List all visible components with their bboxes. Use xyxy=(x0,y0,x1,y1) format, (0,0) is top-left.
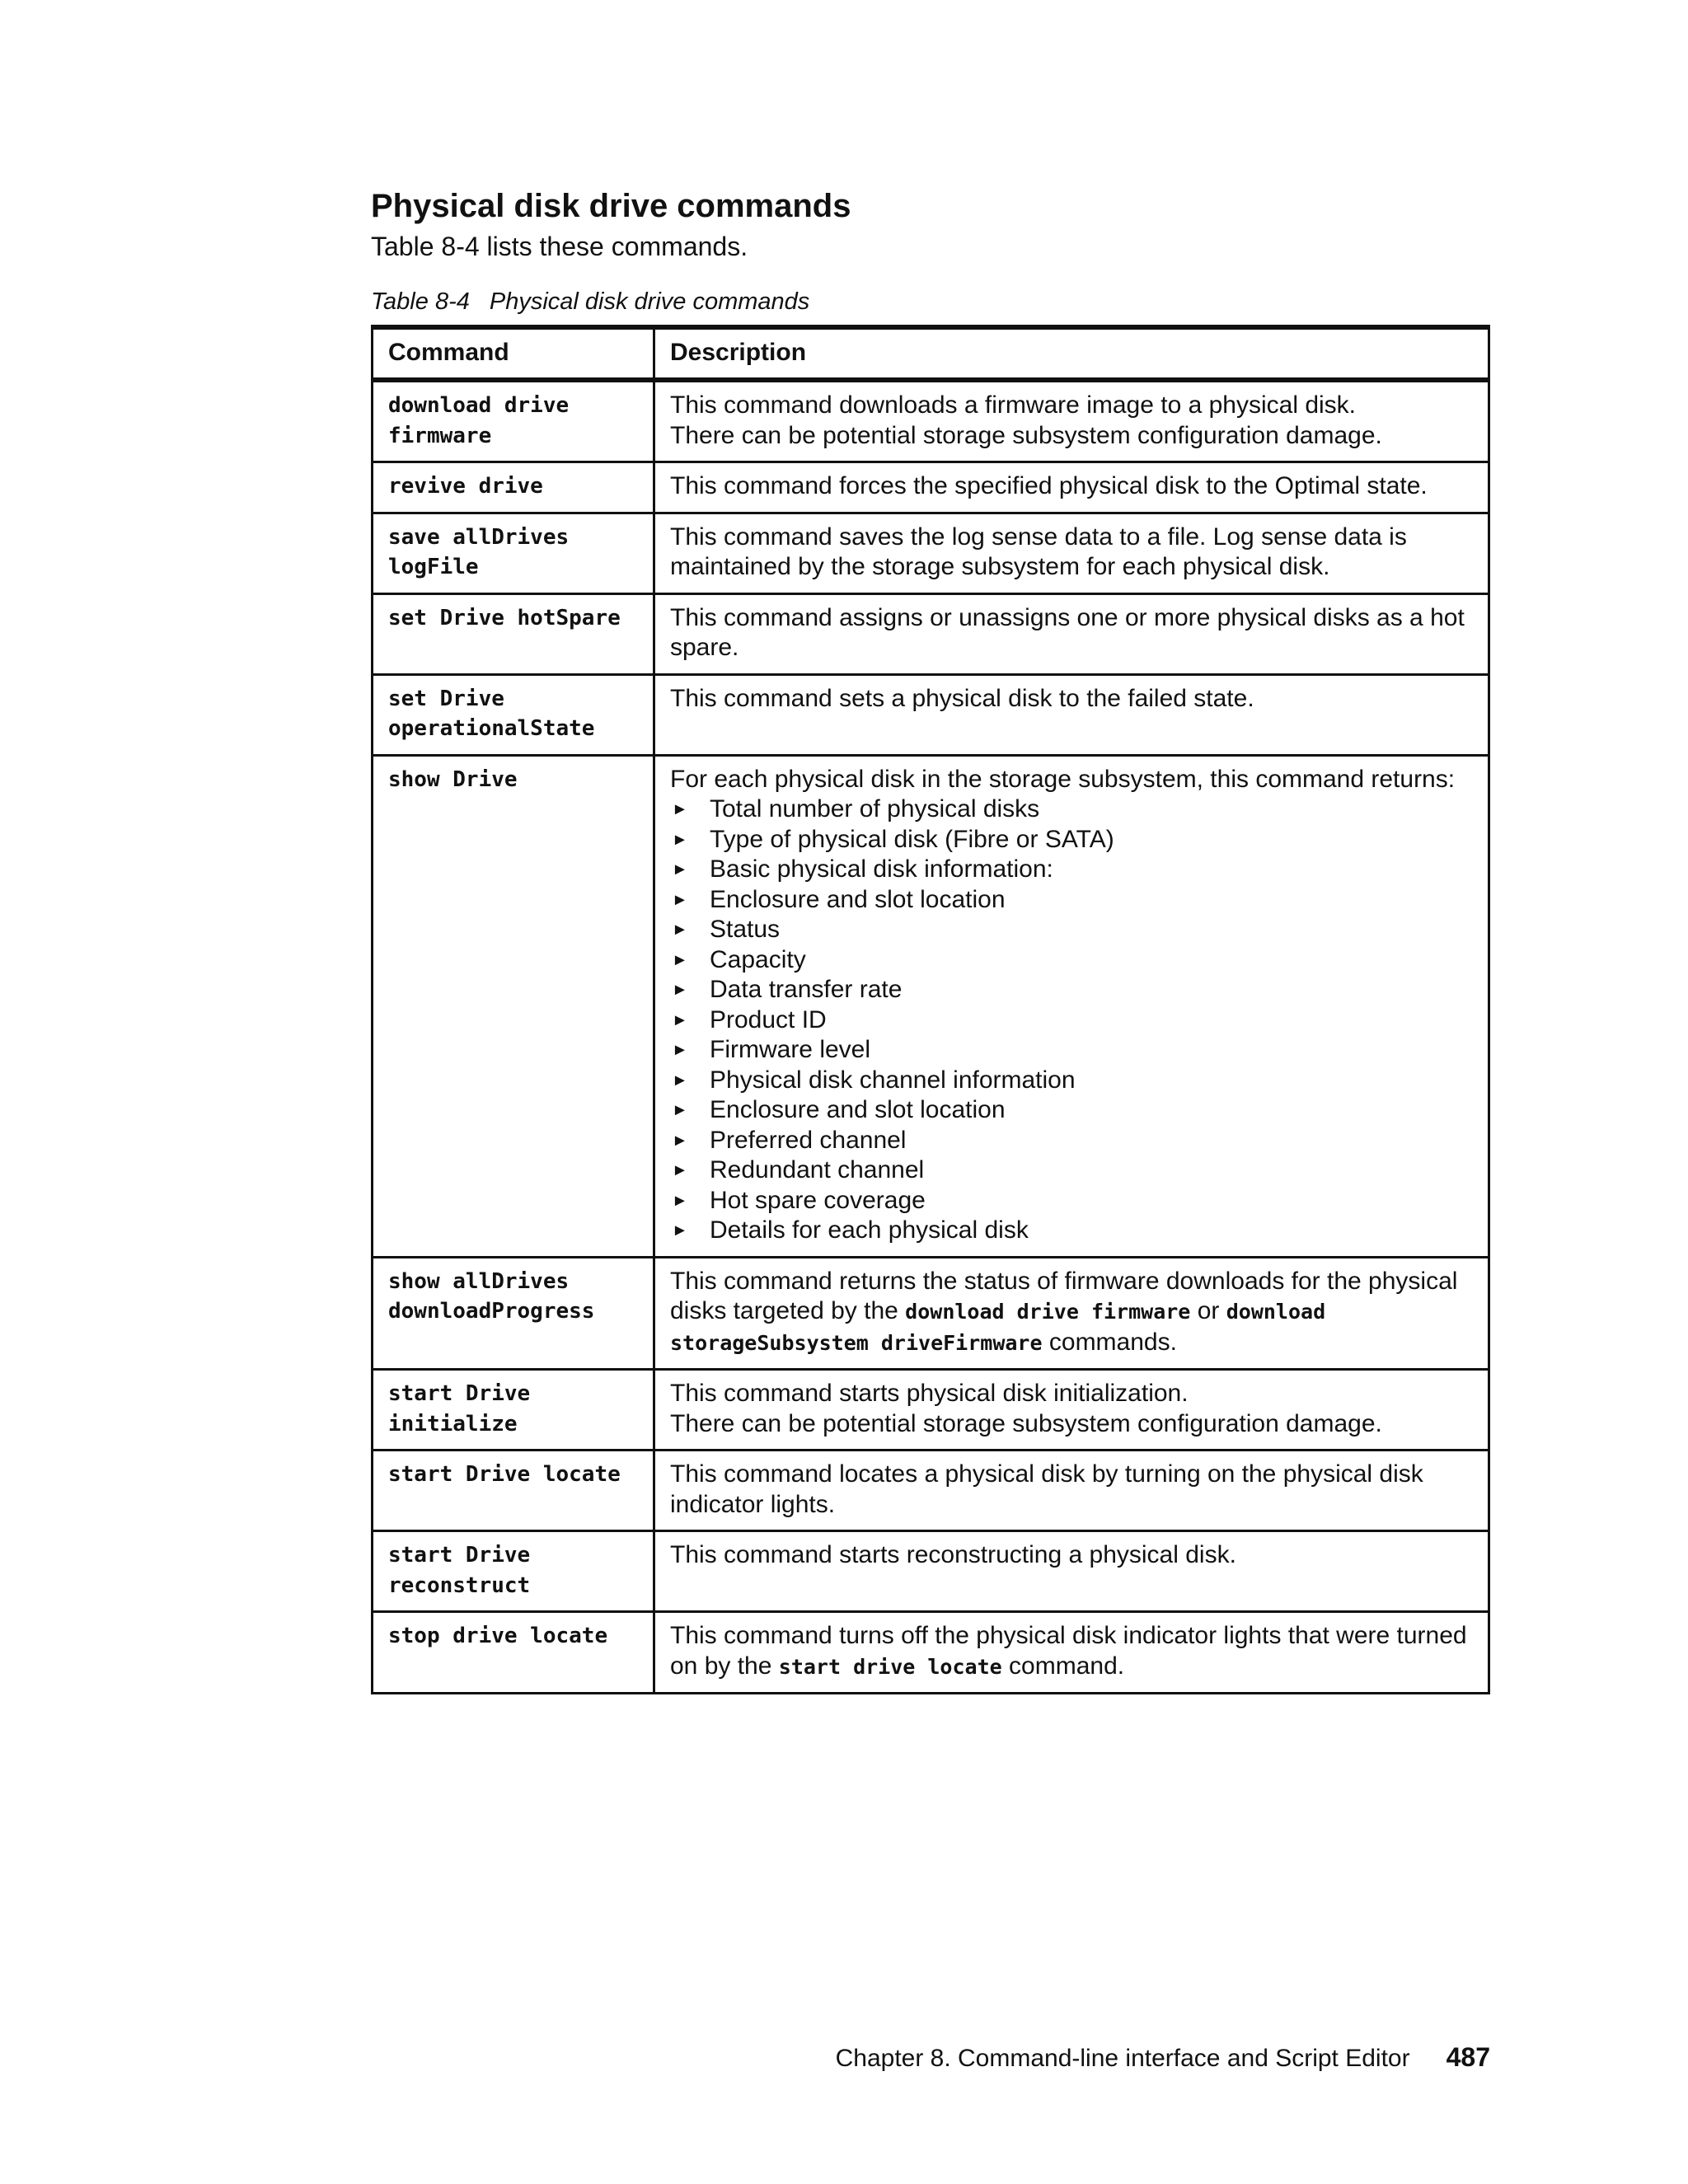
footer-chapter: Chapter 8. Command-line interface and Script Editor xyxy=(835,2045,1410,2072)
description-cell xyxy=(654,462,1489,513)
inline-code: download drive firmware xyxy=(905,1300,1191,1324)
description-cell xyxy=(654,1531,1489,1612)
bullet-arrow-icon: ► xyxy=(672,1161,688,1179)
command-cell xyxy=(373,674,654,755)
section-title: Physical disk drive commands xyxy=(371,188,851,224)
list-item xyxy=(670,1155,1473,1186)
command-cell xyxy=(373,1257,654,1370)
command-text: initialize xyxy=(388,1411,518,1436)
description-line xyxy=(670,1296,1473,1328)
description-line xyxy=(670,1652,1473,1683)
command-text: firmware xyxy=(388,423,492,448)
bullet-text: Preferred channel xyxy=(710,1126,907,1154)
bullet-arrow-icon: ► xyxy=(672,1071,688,1090)
bullet-text: Type of physical disk (Fibre or SATA) xyxy=(710,825,1114,853)
command-text: stop drive locate xyxy=(388,1624,608,1648)
table-row xyxy=(373,1451,1489,1531)
command-text: start Drive xyxy=(388,1543,531,1568)
list-item xyxy=(670,1005,1473,1036)
bullet-arrow-icon: ► xyxy=(672,890,688,909)
bullet-text: Product ID xyxy=(710,1005,827,1033)
description-text: There can be potential storage subsystem configuration damage. xyxy=(670,1409,1382,1437)
bullet-text: Enclosure and slot location xyxy=(710,1096,1006,1123)
bullet-arrow-icon: ► xyxy=(672,1010,688,1029)
description-cell xyxy=(654,380,1489,462)
command-text: operationalState xyxy=(388,716,595,741)
command-text: start Drive locate xyxy=(388,1462,621,1487)
command-cell xyxy=(373,1370,654,1451)
command-text: reconstruct xyxy=(388,1572,531,1598)
command-cell xyxy=(373,513,654,593)
description-text: on by the xyxy=(670,1652,779,1680)
bullet-text: Data transfer rate xyxy=(710,976,903,1003)
description-cell xyxy=(654,755,1489,1257)
list-item xyxy=(670,885,1473,916)
description-text: This command starts reconstructing a physical disk. xyxy=(670,1541,1236,1568)
page-content xyxy=(371,183,1490,1694)
bullet-arrow-icon: ► xyxy=(672,950,688,969)
description-cell xyxy=(654,1451,1489,1531)
description-text: This command locates a physical disk by turning on the physical disk xyxy=(670,1460,1423,1488)
description-text: This command returns the status of firmware downloads for the physical xyxy=(670,1267,1458,1295)
description-text: This command forces the specified physical disk to the Optimal state. xyxy=(670,472,1428,499)
bullet-text: Capacity xyxy=(710,945,806,973)
bullet-arrow-icon: ► xyxy=(672,921,688,939)
table-row xyxy=(373,462,1489,513)
page-footer xyxy=(371,2041,1490,2075)
description-cell xyxy=(654,1370,1489,1451)
table-row xyxy=(373,1531,1489,1612)
description-cell xyxy=(654,1257,1489,1370)
command-text: set Drive xyxy=(388,686,504,711)
inline-code: start drive locate xyxy=(778,1654,1002,1679)
list-item xyxy=(670,975,1473,1005)
command-text: show Drive xyxy=(388,766,518,792)
table-header-row xyxy=(373,327,1489,380)
commands-table xyxy=(371,325,1490,1694)
command-text: download drive xyxy=(388,393,570,418)
description-text: command. xyxy=(1001,1652,1125,1680)
command-cell xyxy=(373,380,654,462)
table-body xyxy=(373,380,1489,1694)
bullet-text: Hot spare coverage xyxy=(710,1186,926,1214)
bullet-list xyxy=(670,794,1473,1246)
description-text: There can be potential storage subsystem configuration damage. xyxy=(670,421,1382,449)
description-text: This command saves the log sense data to a file. Log sense data is xyxy=(670,523,1407,551)
description-text: This command turns off the physical disk indicator lights that were turned xyxy=(670,1622,1467,1649)
description-cell xyxy=(654,513,1489,593)
description-cell xyxy=(654,593,1489,674)
bullet-text: Details for each physical disk xyxy=(710,1216,1029,1244)
command-cell xyxy=(373,1531,654,1612)
bullet-text: Total number of physical disks xyxy=(710,795,1040,823)
bullet-text: Basic physical disk information: xyxy=(710,855,1053,883)
table-row xyxy=(373,755,1489,1257)
bullet-arrow-icon: ► xyxy=(672,1191,688,1210)
description-text: This command starts physical disk initialization. xyxy=(670,1380,1189,1407)
bullet-text: Physical disk channel information xyxy=(710,1066,1076,1094)
bullet-text: Redundant channel xyxy=(710,1156,925,1183)
list-item xyxy=(670,825,1473,855)
description-text: spare. xyxy=(670,634,739,661)
table-row xyxy=(373,380,1489,462)
command-cell xyxy=(373,1451,654,1531)
command-cell xyxy=(373,1612,654,1694)
table-row xyxy=(373,1612,1489,1694)
list-item xyxy=(670,915,1473,945)
command-text: start Drive xyxy=(388,1381,531,1406)
description-line xyxy=(670,1267,1473,1297)
table-caption-number: Table 8-4 xyxy=(371,288,470,315)
table-row xyxy=(373,1370,1489,1451)
description-line xyxy=(670,1328,1473,1359)
description-text: maintained by the storage subsystem for each physical disk. xyxy=(670,553,1330,580)
inline-code: storageSubsystem driveFirmware xyxy=(670,1330,1043,1355)
bullet-arrow-icon: ► xyxy=(672,1221,688,1240)
command-text: show allDrives xyxy=(388,1268,570,1294)
table-row xyxy=(373,593,1489,674)
command-cell xyxy=(373,755,654,1257)
description-text: indicator lights. xyxy=(670,1490,836,1518)
bullet-arrow-icon: ► xyxy=(672,830,688,849)
command-text: downloadProgress xyxy=(388,1299,595,1324)
intro-text: Table 8-4 lists these commands. xyxy=(371,232,748,261)
bullet-arrow-icon: ► xyxy=(672,1101,688,1119)
list-item xyxy=(670,1095,1473,1126)
table-caption-title: Physical disk drive commands xyxy=(489,288,810,315)
list-item xyxy=(670,1126,1473,1156)
description-text: This command sets a physical disk to the failed state. xyxy=(670,684,1254,712)
description-text: commands. xyxy=(1042,1328,1177,1356)
table-row xyxy=(373,1257,1489,1370)
bullet-text: Enclosure and slot location xyxy=(710,885,1006,913)
table-row xyxy=(373,513,1489,593)
bullet-arrow-icon: ► xyxy=(672,981,688,999)
description-cell xyxy=(654,674,1489,755)
list-item xyxy=(670,1186,1473,1216)
command-text: revive drive xyxy=(388,474,543,499)
description-text: This command downloads a firmware image to a physical disk. xyxy=(670,391,1357,419)
bullet-arrow-icon: ► xyxy=(672,860,688,879)
bullet-text: Status xyxy=(710,916,781,943)
list-item xyxy=(670,945,1473,976)
page-number: 487 xyxy=(1446,2042,1490,2072)
command-cell xyxy=(373,593,654,674)
command-text: set Drive hotSpare xyxy=(388,605,621,630)
command-text: save allDrives xyxy=(388,524,570,550)
inline-code: download xyxy=(1226,1300,1326,1324)
description-text: This command assigns or unassigns one or more physical disks as a hot xyxy=(670,603,1465,631)
description-text: disks targeted by the xyxy=(670,1297,906,1324)
bullet-arrow-icon: ► xyxy=(672,1041,688,1059)
description-text: or xyxy=(1190,1297,1226,1324)
list-item xyxy=(670,794,1473,825)
description-cell xyxy=(654,1612,1489,1694)
description-text: For each physical disk in the storage subsystem, this command returns: xyxy=(670,765,1456,793)
table-caption xyxy=(371,285,1490,318)
bullet-arrow-icon: ► xyxy=(672,800,688,818)
list-item xyxy=(670,1066,1473,1096)
bullet-arrow-icon: ► xyxy=(672,1131,688,1150)
table-row xyxy=(373,674,1489,755)
header-description: Description xyxy=(654,327,1489,380)
list-item xyxy=(670,855,1473,885)
bullet-text: Firmware level xyxy=(710,1036,871,1063)
list-item xyxy=(670,1035,1473,1066)
command-text: logFile xyxy=(388,555,479,579)
command-cell xyxy=(373,462,654,513)
list-item xyxy=(670,1216,1473,1246)
description-line xyxy=(670,1621,1473,1652)
header-command: Command xyxy=(373,327,654,380)
